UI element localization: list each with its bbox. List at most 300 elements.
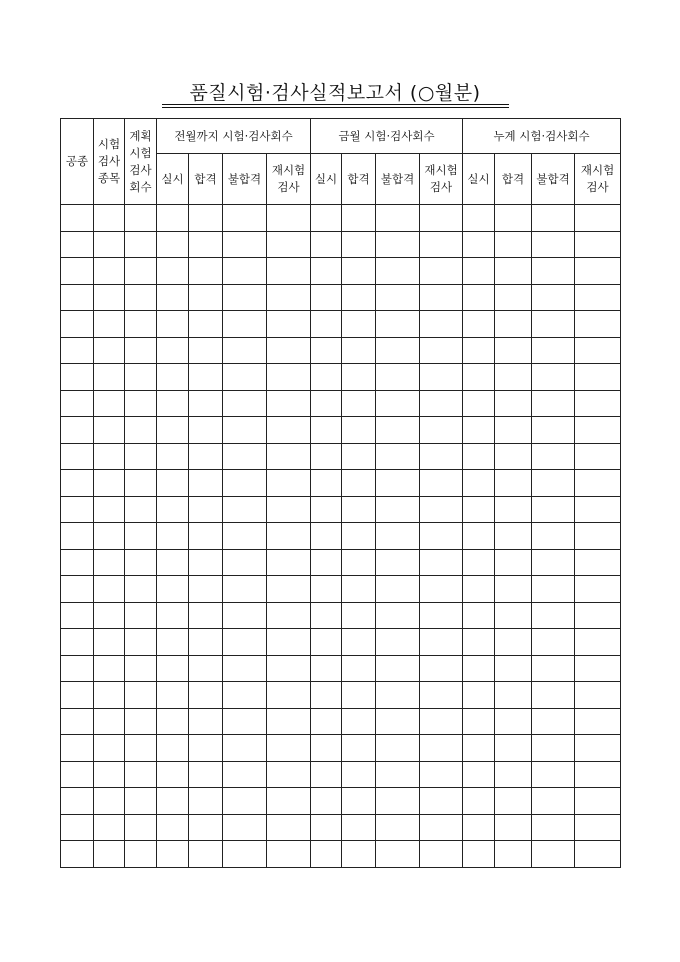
table-cell <box>376 443 420 470</box>
table-cell <box>267 788 311 815</box>
table-cell <box>189 788 223 815</box>
table-cell <box>495 284 532 311</box>
table-cell <box>463 231 495 258</box>
table-row <box>61 205 621 232</box>
table-cell <box>223 629 267 656</box>
table-cell <box>575 602 621 629</box>
table-cell <box>125 523 157 550</box>
table-cell <box>125 284 157 311</box>
table-cell <box>157 284 189 311</box>
table-cell <box>495 761 532 788</box>
table-cell <box>532 470 575 497</box>
table-cell <box>311 761 342 788</box>
table-cell <box>420 496 463 523</box>
table-cell <box>223 284 267 311</box>
header-group-current: 금월 시험·검사회수 <box>311 119 463 154</box>
table-row <box>61 311 621 338</box>
table-cell <box>532 205 575 232</box>
table-cell <box>376 470 420 497</box>
table-cell <box>376 205 420 232</box>
table-cell <box>495 602 532 629</box>
table-cell <box>189 443 223 470</box>
table-cell <box>575 814 621 841</box>
table-cell <box>94 470 125 497</box>
table-cell <box>575 258 621 285</box>
table-cell <box>94 682 125 709</box>
table-cell <box>342 496 376 523</box>
table-cell <box>311 443 342 470</box>
table-cell <box>267 629 311 656</box>
table-cell <box>223 337 267 364</box>
table-cell <box>575 655 621 682</box>
table-cell <box>94 284 125 311</box>
table-cell <box>420 258 463 285</box>
table-cell <box>157 576 189 603</box>
table-cell <box>267 841 311 868</box>
table-cell <box>463 470 495 497</box>
table-cell <box>223 390 267 417</box>
table-cell <box>342 523 376 550</box>
table-cell <box>189 682 223 709</box>
table-cell <box>463 364 495 391</box>
title-underline <box>162 104 509 105</box>
table-cell <box>420 205 463 232</box>
table-cell <box>495 549 532 576</box>
table-cell <box>267 708 311 735</box>
page-title: 품질시험·검사실적보고서 (○월분) <box>189 82 481 104</box>
table-cell <box>94 523 125 550</box>
table-cell <box>311 496 342 523</box>
table-cell <box>125 735 157 762</box>
table-cell <box>575 311 621 338</box>
table-cell <box>61 602 94 629</box>
table-cell <box>342 258 376 285</box>
table-cell <box>311 337 342 364</box>
table-cell <box>157 708 189 735</box>
table-cell <box>376 258 420 285</box>
table-cell <box>125 655 157 682</box>
table-cell <box>267 311 311 338</box>
table-cell <box>125 311 157 338</box>
table-cell <box>125 682 157 709</box>
table-cell <box>94 443 125 470</box>
table-cell <box>420 231 463 258</box>
table-cell <box>189 549 223 576</box>
table-cell <box>532 576 575 603</box>
table-cell <box>575 364 621 391</box>
table-cell <box>189 496 223 523</box>
table-cell <box>575 682 621 709</box>
table-cell <box>223 417 267 444</box>
table-cell <box>575 708 621 735</box>
table-cell <box>376 549 420 576</box>
table-cell <box>376 788 420 815</box>
table-cell <box>495 682 532 709</box>
table-cell <box>575 735 621 762</box>
table-cell <box>267 470 311 497</box>
table-cell <box>94 205 125 232</box>
table-cell <box>463 761 495 788</box>
table-cell <box>342 390 376 417</box>
table-cell <box>575 576 621 603</box>
table-cell <box>267 284 311 311</box>
table-cell <box>376 602 420 629</box>
table-cell <box>495 788 532 815</box>
table-cell <box>463 682 495 709</box>
table-cell <box>420 311 463 338</box>
table-cell <box>189 205 223 232</box>
table-cell <box>463 576 495 603</box>
table-cell <box>94 417 125 444</box>
table-cell <box>575 788 621 815</box>
table-cell <box>463 311 495 338</box>
table-cell <box>267 390 311 417</box>
table-cell <box>495 841 532 868</box>
table-cell <box>189 761 223 788</box>
table-cell <box>376 735 420 762</box>
table-cell <box>157 549 189 576</box>
table-row <box>61 682 621 709</box>
table-cell <box>157 496 189 523</box>
table-cell <box>189 364 223 391</box>
table-cell <box>189 417 223 444</box>
table-cell <box>532 231 575 258</box>
table-cell <box>125 602 157 629</box>
table-row <box>61 523 621 550</box>
table-row <box>61 258 621 285</box>
table-cell <box>125 708 157 735</box>
table-cell <box>94 576 125 603</box>
subheader-failed: 불합격 <box>223 154 267 205</box>
table-cell <box>157 364 189 391</box>
table-cell <box>420 841 463 868</box>
table-cell <box>223 814 267 841</box>
table-cell <box>342 629 376 656</box>
table-cell <box>61 841 94 868</box>
table-cell <box>61 390 94 417</box>
table-cell <box>532 523 575 550</box>
table-cell <box>532 284 575 311</box>
table-cell <box>420 629 463 656</box>
table-cell <box>267 549 311 576</box>
table-cell <box>61 311 94 338</box>
table-cell <box>189 311 223 338</box>
subheader-conducted: 실시 <box>157 154 189 205</box>
table-cell <box>61 364 94 391</box>
table-cell <box>420 417 463 444</box>
table-cell <box>342 735 376 762</box>
table-cell <box>463 708 495 735</box>
table-cell <box>532 417 575 444</box>
table-row <box>61 231 621 258</box>
table-row <box>61 549 621 576</box>
table-cell <box>157 814 189 841</box>
table-cell <box>376 761 420 788</box>
table-cell <box>420 523 463 550</box>
table-cell <box>311 814 342 841</box>
table-cell <box>125 443 157 470</box>
table-cell <box>311 390 342 417</box>
table-cell <box>61 629 94 656</box>
table-cell <box>189 655 223 682</box>
table-cell <box>61 549 94 576</box>
table-cell <box>189 841 223 868</box>
table-cell <box>157 443 189 470</box>
table-cell <box>532 443 575 470</box>
table-cell <box>223 523 267 550</box>
table-cell <box>420 284 463 311</box>
table-row <box>61 602 621 629</box>
table-cell <box>157 841 189 868</box>
table-cell <box>342 231 376 258</box>
table-cell <box>311 708 342 735</box>
table-cell <box>376 841 420 868</box>
table-cell <box>376 417 420 444</box>
table-cell <box>420 390 463 417</box>
header-work-type: 공종 <box>61 119 94 205</box>
table-cell <box>61 284 94 311</box>
subheader-passed: 합격 <box>495 154 532 205</box>
table-cell <box>532 682 575 709</box>
table-cell <box>495 629 532 656</box>
table-cell <box>532 655 575 682</box>
table-cell <box>157 390 189 417</box>
table-cell <box>575 390 621 417</box>
table-cell <box>267 523 311 550</box>
table-cell <box>61 496 94 523</box>
table-cell <box>311 682 342 709</box>
table-cell <box>376 655 420 682</box>
table-cell <box>342 470 376 497</box>
table-cell <box>342 841 376 868</box>
table-cell <box>94 602 125 629</box>
table-cell <box>342 682 376 709</box>
table-cell <box>342 708 376 735</box>
subheader-retest: 재시험 검사 <box>420 154 463 205</box>
table-cell <box>311 576 342 603</box>
table-cell <box>61 708 94 735</box>
table-cell <box>311 549 342 576</box>
table-cell <box>61 814 94 841</box>
table-cell <box>463 496 495 523</box>
table-cell <box>94 496 125 523</box>
table-cell <box>223 761 267 788</box>
table-cell <box>575 443 621 470</box>
table-cell <box>94 311 125 338</box>
table-cell <box>61 443 94 470</box>
table-cell <box>463 841 495 868</box>
table-cell <box>495 576 532 603</box>
table-cell <box>463 417 495 444</box>
table-cell <box>223 443 267 470</box>
table-cell <box>420 549 463 576</box>
table-cell <box>575 761 621 788</box>
table-cell <box>311 841 342 868</box>
table-row <box>61 761 621 788</box>
table-cell <box>311 655 342 682</box>
table-cell <box>223 258 267 285</box>
subheader-passed: 합격 <box>189 154 223 205</box>
table-cell <box>463 284 495 311</box>
table-cell <box>189 576 223 603</box>
table-cell <box>311 205 342 232</box>
table-cell <box>223 364 267 391</box>
table-cell <box>532 761 575 788</box>
table-cell <box>189 629 223 656</box>
table-cell <box>376 496 420 523</box>
table-cell <box>223 231 267 258</box>
subheader-conducted: 실시 <box>463 154 495 205</box>
table-cell <box>223 841 267 868</box>
table-cell <box>94 814 125 841</box>
table-cell <box>532 602 575 629</box>
table-cell <box>125 814 157 841</box>
table-cell <box>575 470 621 497</box>
table-cell <box>311 523 342 550</box>
table-cell <box>311 417 342 444</box>
header-group-cumulative: 누계 시험·검사회수 <box>463 119 621 154</box>
table-cell <box>376 231 420 258</box>
table-cell <box>311 629 342 656</box>
table-cell <box>267 496 311 523</box>
table-cell <box>420 761 463 788</box>
table-cell <box>463 629 495 656</box>
table-cell <box>575 337 621 364</box>
table-cell <box>575 841 621 868</box>
table-cell <box>420 337 463 364</box>
table-cell <box>223 655 267 682</box>
table-cell <box>532 496 575 523</box>
table-cell <box>157 205 189 232</box>
table-cell <box>61 258 94 285</box>
table-cell <box>463 443 495 470</box>
table-cell <box>376 814 420 841</box>
table-cell <box>575 417 621 444</box>
table-cell <box>157 602 189 629</box>
table-cell <box>575 284 621 311</box>
table-cell <box>125 549 157 576</box>
table-cell <box>495 364 532 391</box>
table-cell <box>376 364 420 391</box>
table-cell <box>61 205 94 232</box>
table-cell <box>223 311 267 338</box>
table-cell <box>189 337 223 364</box>
table-cell <box>125 761 157 788</box>
table-cell <box>463 814 495 841</box>
table-cell <box>94 655 125 682</box>
table-row <box>61 284 621 311</box>
table-cell <box>376 682 420 709</box>
table-cell <box>575 496 621 523</box>
table-cell <box>61 470 94 497</box>
table-cell <box>342 443 376 470</box>
table-cell <box>189 258 223 285</box>
table-cell <box>267 655 311 682</box>
table-cell <box>189 708 223 735</box>
table-cell <box>157 470 189 497</box>
table-cell <box>463 655 495 682</box>
table-cell <box>495 390 532 417</box>
subheader-failed: 불합격 <box>532 154 575 205</box>
subheader-passed: 합격 <box>342 154 376 205</box>
table-cell <box>463 523 495 550</box>
table-cell <box>495 708 532 735</box>
table-cell <box>376 337 420 364</box>
table-cell <box>532 337 575 364</box>
table-cell <box>157 761 189 788</box>
table-cell <box>157 337 189 364</box>
table-cell <box>94 231 125 258</box>
table-cell <box>157 311 189 338</box>
table-cell <box>189 470 223 497</box>
table-cell <box>495 496 532 523</box>
table-cell <box>420 443 463 470</box>
table-cell <box>94 761 125 788</box>
table-cell <box>376 576 420 603</box>
table-cell <box>267 364 311 391</box>
table-cell <box>495 258 532 285</box>
table-cell <box>420 788 463 815</box>
table-cell <box>157 788 189 815</box>
table-cell <box>342 814 376 841</box>
table-cell <box>532 364 575 391</box>
table-cell <box>61 788 94 815</box>
table-cell <box>376 708 420 735</box>
table-cell <box>223 788 267 815</box>
table-cell <box>189 390 223 417</box>
table-cell <box>420 602 463 629</box>
table-cell <box>532 258 575 285</box>
table-cell <box>61 337 94 364</box>
table-cell <box>61 417 94 444</box>
table-cell <box>223 576 267 603</box>
table-cell <box>532 311 575 338</box>
table-cell <box>532 788 575 815</box>
table-cell <box>420 364 463 391</box>
table-cell <box>463 258 495 285</box>
table-cell <box>157 629 189 656</box>
table-cell <box>463 337 495 364</box>
table-row <box>61 417 621 444</box>
table-cell <box>94 258 125 285</box>
subheader-failed: 불합격 <box>376 154 420 205</box>
table-cell <box>61 761 94 788</box>
table-cell <box>342 417 376 444</box>
table-cell <box>311 735 342 762</box>
table-cell <box>495 470 532 497</box>
table-cell <box>463 549 495 576</box>
table-cell <box>223 735 267 762</box>
table-cell <box>223 682 267 709</box>
table-row <box>61 337 621 364</box>
table-cell <box>267 443 311 470</box>
table-cell <box>94 364 125 391</box>
table-cell <box>420 735 463 762</box>
table-cell <box>157 655 189 682</box>
table-cell <box>342 205 376 232</box>
table-cell <box>157 523 189 550</box>
table-cell <box>342 655 376 682</box>
table-row <box>61 655 621 682</box>
table-row <box>61 390 621 417</box>
table-cell <box>495 523 532 550</box>
table-row <box>61 576 621 603</box>
table-cell <box>125 576 157 603</box>
table-row <box>61 708 621 735</box>
table-cell <box>420 682 463 709</box>
table-cell <box>189 735 223 762</box>
report-table <box>60 118 621 868</box>
